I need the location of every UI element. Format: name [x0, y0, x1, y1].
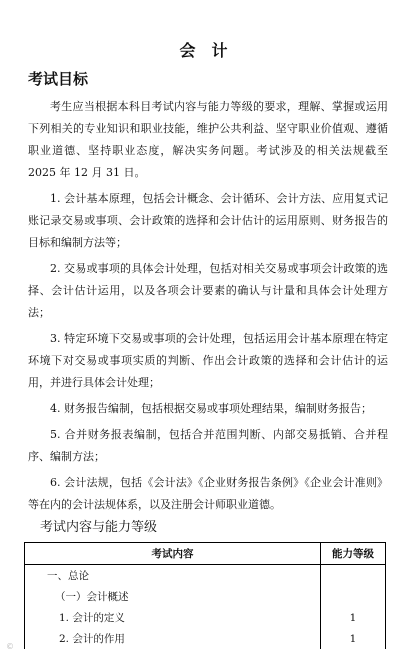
content-level-table: [24, 542, 386, 649]
section-heading: 考试目标: [28, 70, 89, 88]
paragraph: 1. 会计基本原理，包括会计概念、会计循环、会计方法、应用复式记账记录交易或事项、会计政策的选择和会计估计的运用原则、财务报告的目标和编制方法等；: [28, 192, 388, 249]
table-cell-level: [321, 565, 386, 587]
table-header-row: [25, 543, 386, 565]
paragraph: 5. 合并财务报表编制，包括合并范围判断、内部交易抵销、合并程序、编制方法；: [28, 428, 388, 463]
page-title: 会 计: [179, 41, 228, 60]
table-cell-content: 2. 会计的作用: [25, 628, 321, 649]
table-row: [25, 586, 386, 607]
table-cell-level: 1: [321, 607, 386, 628]
table-cell-level: [321, 586, 386, 607]
paragraph: 2. 交易或事项的具体会计处理，包括对相关交易或事项会计政策的选择、会计估计运用，以及各项会计要素的确认与计量和具体会计处理方法；: [28, 262, 388, 319]
paragraph: 4. 财务报告编制，包括根据交易或事项处理结果，编制财务报告；: [50, 402, 372, 415]
table-row: [25, 628, 386, 649]
exam-objectives-text: [28, 96, 388, 520]
table-cell-content: 1. 会计的定义: [25, 607, 321, 628]
paragraph: 6. 会计法规，包括《会计法》《企业财务报告条例》《企业会计准则》等在内的会计法规体系，以及注册会计师职业道德。: [28, 476, 388, 511]
content-level-heading: 考试内容与能力等级: [40, 520, 158, 535]
table-row: [25, 607, 386, 628]
table-cell-content: 一、总论: [25, 565, 321, 587]
paragraph: 考生应当根据本科目考试内容与能力等级的要求，理解、掌握或运用下列相关的专业知识和职业技能，维护公共利益、坚守职业价值观、遵循职业道德、坚持职业态度，解决实务问题。考试涉及的相关法规截至 2025 年 12 月 31 日。: [28, 100, 388, 179]
table-row: [25, 565, 386, 587]
table-cell-content: （一）会计概述: [25, 586, 321, 607]
column-header-level: 能力等级: [321, 543, 386, 565]
column-header-content: 考试内容: [25, 543, 321, 565]
watermark: ©: [6, 642, 14, 651]
table-cell-level: 1: [321, 628, 386, 649]
paragraph: 3. 特定环境下交易或事项的会计处理，包括运用会计基本原理在特定环境下对交易或事项实质的判断、作出会计政策的选择和会计估计的运用，并进行具体会计处理；: [28, 332, 388, 389]
